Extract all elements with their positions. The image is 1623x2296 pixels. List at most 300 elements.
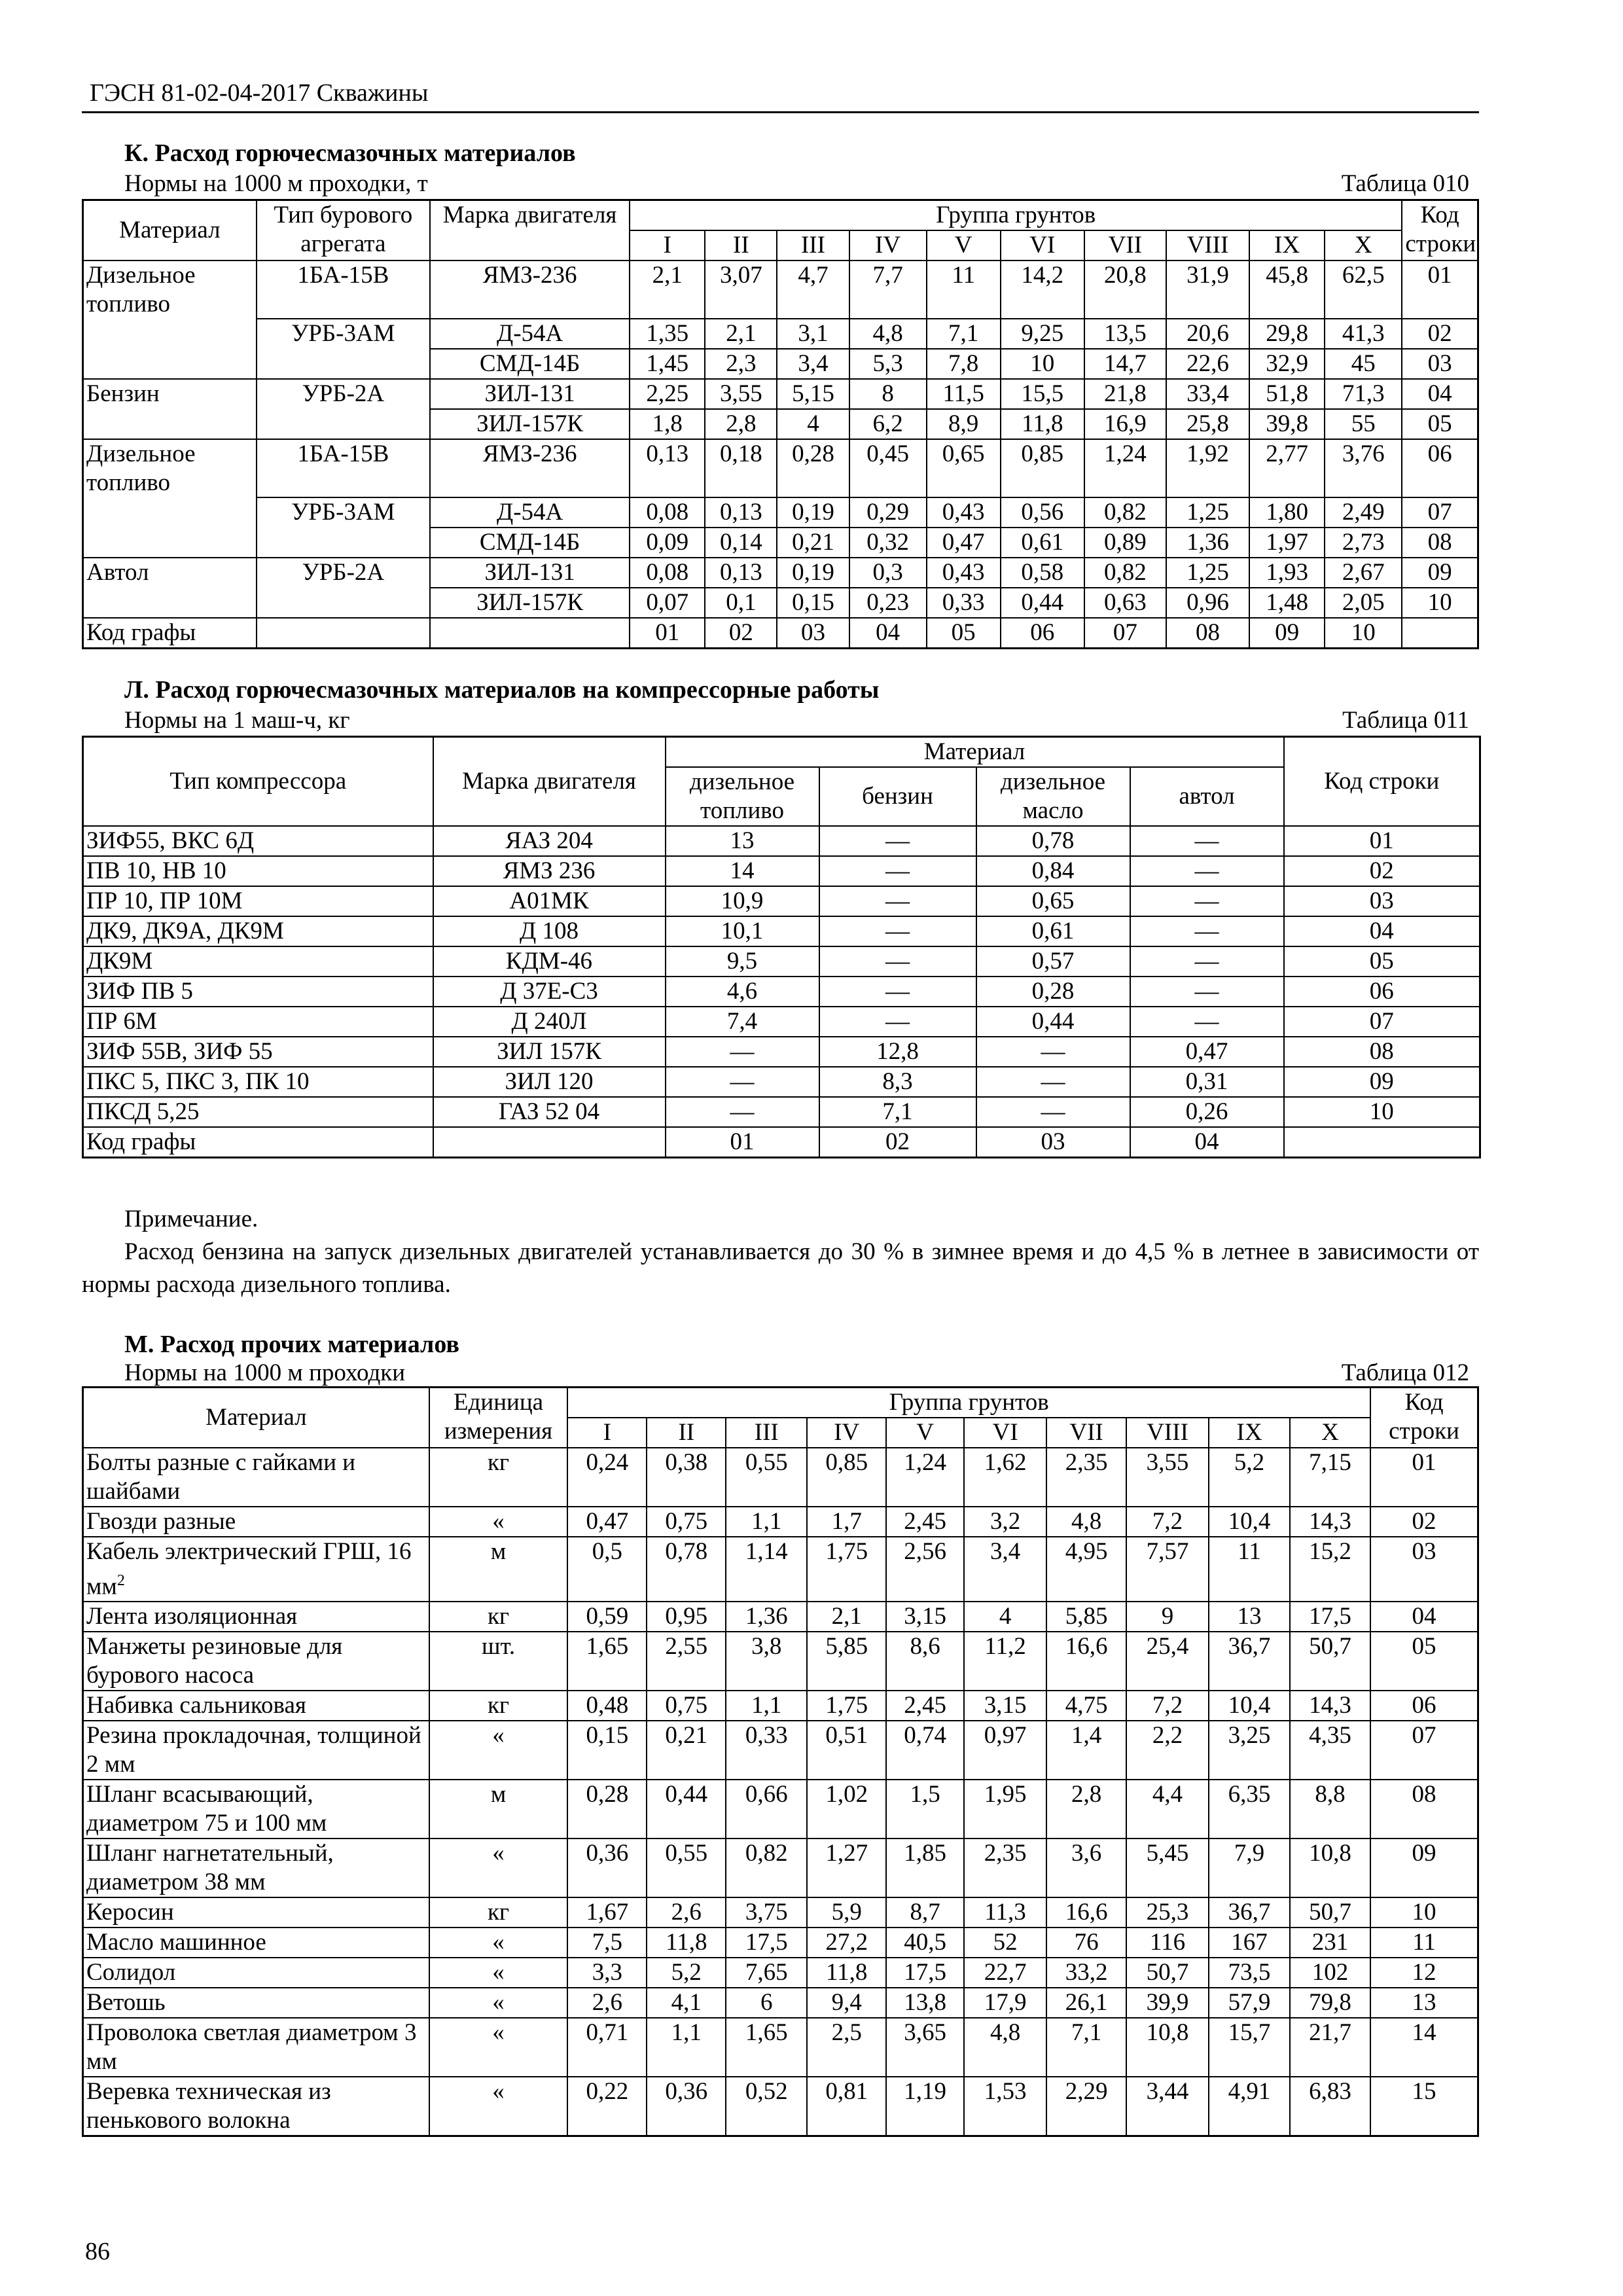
table-010-label: Таблица 010 bbox=[1341, 170, 1469, 197]
column-header-code: Код строки bbox=[1370, 1388, 1478, 1448]
cell-code: 05 bbox=[1284, 946, 1480, 977]
material-name: Шланг нагнетательный, диаметром 38 мм bbox=[86, 1840, 334, 1896]
cell-code: 03 bbox=[1284, 886, 1480, 916]
table-012 bbox=[82, 1386, 1479, 2137]
cell-material bbox=[83, 1721, 429, 1780]
cell-value: 17,9 bbox=[964, 1988, 1046, 2018]
cell-value: 1,53 bbox=[964, 2077, 1046, 2136]
cell-value: 11,8 bbox=[647, 1928, 726, 1958]
cell-value: 0,08 bbox=[630, 497, 705, 528]
cell-value: 167 bbox=[1209, 1928, 1290, 1958]
cell-engine: ЯМЗ 236 bbox=[433, 856, 666, 886]
cell-code: 10 bbox=[1284, 1097, 1480, 1127]
cell-column-code: 05 bbox=[927, 618, 1001, 649]
table-row bbox=[83, 349, 1478, 379]
cell-value: 0,65 bbox=[976, 886, 1130, 916]
cell-value: 52 bbox=[964, 1928, 1046, 1958]
cell-value: 1,85 bbox=[886, 1839, 964, 1897]
table-row bbox=[83, 1037, 1480, 1067]
table-row bbox=[83, 319, 1478, 349]
table-footer-row bbox=[83, 1127, 1480, 1158]
cell-value: 50,7 bbox=[1126, 1958, 1209, 1988]
cell-value: 8,3 bbox=[819, 1067, 976, 1097]
cell-value: 32,9 bbox=[1249, 349, 1325, 379]
cell-code: 07 bbox=[1370, 1721, 1478, 1780]
cell-code: 07 bbox=[1284, 1007, 1480, 1037]
cell-value: 9,5 bbox=[666, 946, 819, 977]
cell-value: 1,36 bbox=[726, 1602, 807, 1632]
material-name: Болты разные с гайками и шайбами bbox=[86, 1449, 356, 1505]
cell-value: 3,15 bbox=[886, 1602, 964, 1632]
cell-value: 0,43 bbox=[927, 497, 1001, 528]
cell-value: 2,45 bbox=[886, 1507, 964, 1537]
column-header-unit-type: Тип бурового агрегата bbox=[257, 200, 430, 261]
table-row bbox=[83, 1007, 1480, 1037]
cell-value: 0,19 bbox=[777, 558, 849, 588]
cell-unit: « bbox=[429, 2077, 568, 2136]
column-header-group: VII bbox=[1084, 230, 1166, 260]
cell-value: 0,18 bbox=[705, 439, 777, 497]
cell-value: 2,55 bbox=[647, 1632, 726, 1691]
cell-value: — bbox=[1130, 886, 1284, 916]
cell-column-code: 08 bbox=[1166, 618, 1249, 649]
cell-code: 04 bbox=[1370, 1602, 1478, 1632]
cell-value: — bbox=[1130, 946, 1284, 977]
cell-value: 1,19 bbox=[886, 2077, 964, 2136]
cell-code: 08 bbox=[1402, 528, 1478, 558]
cell-value: 0,15 bbox=[567, 1721, 647, 1780]
cell-value: 0,19 bbox=[777, 497, 849, 528]
cell-value: 2,67 bbox=[1325, 558, 1402, 588]
cell-value: 11 bbox=[927, 260, 1001, 319]
cell-value: 1,1 bbox=[647, 2018, 726, 2077]
column-header-group: VII bbox=[1046, 1418, 1126, 1448]
cell-material bbox=[83, 2077, 429, 2136]
cell-value: 14,3 bbox=[1290, 1691, 1370, 1721]
cell-value: 0,59 bbox=[567, 1602, 647, 1632]
cell-value: 1,48 bbox=[1249, 588, 1325, 618]
cell-value: 0,33 bbox=[726, 1721, 807, 1780]
cell-value: 0,08 bbox=[630, 558, 705, 588]
column-header-material: Материал bbox=[666, 737, 1284, 768]
cell-value: 2,35 bbox=[1046, 1448, 1126, 1507]
cell-value: 26,1 bbox=[1046, 1988, 1126, 2018]
cell-code: 05 bbox=[1402, 409, 1478, 439]
cell-value: 57,9 bbox=[1209, 1988, 1290, 2018]
table-012-heading: М. Расход прочих материалов bbox=[124, 1331, 459, 1358]
cell-code: 06 bbox=[1284, 977, 1480, 1007]
cell-value: 0,78 bbox=[647, 1537, 726, 1602]
cell-value: 2,8 bbox=[1046, 1780, 1126, 1839]
column-header-group: V bbox=[927, 230, 1001, 260]
cell-material bbox=[83, 1537, 429, 1602]
cell-value: 0,28 bbox=[976, 977, 1130, 1007]
cell-value: 8,7 bbox=[886, 1897, 964, 1928]
cell-material bbox=[83, 528, 257, 558]
cell-value: 1,80 bbox=[1249, 497, 1325, 528]
cell-value: 0,38 bbox=[647, 1448, 726, 1507]
cell-value: 1,7 bbox=[807, 1507, 886, 1537]
cell-column-code: 03 bbox=[976, 1127, 1130, 1158]
table-011-heading: Л. Расход горючесмазочных материалов на компрессорные работы bbox=[124, 676, 880, 704]
cell-material bbox=[83, 1507, 429, 1537]
cell-compressor-type: ПР 6М bbox=[83, 1007, 433, 1037]
cell-value: 3,3 bbox=[567, 1958, 647, 1988]
cell-value: 0,74 bbox=[886, 1721, 964, 1780]
column-header-group: III bbox=[777, 230, 849, 260]
table-012-label: Таблица 012 bbox=[1341, 1359, 1469, 1386]
table-012-caption bbox=[82, 1360, 1479, 1386]
material-name: Веревка техническая из пенькового волокна bbox=[86, 2078, 331, 2134]
cell-value: 5,85 bbox=[807, 1632, 886, 1691]
table-row bbox=[83, 439, 1478, 497]
cell-material bbox=[83, 1691, 429, 1721]
cell-material bbox=[83, 409, 257, 439]
cell-value: 4,8 bbox=[849, 319, 927, 349]
cell-value: 14 bbox=[666, 856, 819, 886]
cell-value: 1,1 bbox=[726, 1507, 807, 1537]
column-header-group: I bbox=[630, 230, 705, 260]
cell-value: — bbox=[666, 1037, 819, 1067]
cell-value: 7,5 bbox=[567, 1928, 647, 1958]
cell-value: 4,91 bbox=[1209, 2077, 1290, 2136]
note-text: Расход бензина на запуск дизельных двигателей устанавливается до 30 % в зимнее время и до 4,5 % в летнее в зависимости от нормы расхода дизельного топлива. bbox=[82, 1238, 1479, 1298]
column-header-code: Код строки bbox=[1402, 200, 1478, 261]
cell-engine: Д-54А bbox=[430, 319, 630, 349]
cell-value: 0,3 bbox=[849, 558, 927, 588]
cell-value: 0,57 bbox=[976, 946, 1130, 977]
cell-value: 2,56 bbox=[886, 1537, 964, 1602]
cell-value: 0,66 bbox=[726, 1780, 807, 1839]
cell-code: 11 bbox=[1370, 1928, 1478, 1958]
cell-value: 17,5 bbox=[886, 1958, 964, 1988]
column-header-group: VIII bbox=[1126, 1418, 1209, 1448]
column-header-engine: Марка двигателя bbox=[433, 737, 666, 827]
cell-value: 0,36 bbox=[567, 1839, 647, 1897]
column-header-soil-group: Группа грунтов bbox=[630, 200, 1402, 231]
table-row bbox=[83, 2077, 1478, 2136]
cell-value: 7,1 bbox=[1046, 2018, 1126, 2077]
section-table-011 bbox=[82, 674, 1479, 1158]
cell-value: 4,6 bbox=[666, 977, 819, 1007]
column-header-group: IX bbox=[1249, 230, 1325, 260]
table-row bbox=[83, 497, 1478, 528]
cell-value: 2,73 bbox=[1325, 528, 1402, 558]
cell-value: 8,9 bbox=[927, 409, 1001, 439]
cell-value: 20,8 bbox=[1084, 260, 1166, 319]
table-row bbox=[83, 977, 1480, 1007]
cell-value: 21,8 bbox=[1084, 379, 1166, 409]
cell-empty bbox=[433, 1127, 666, 1158]
cell-value: 0,75 bbox=[647, 1691, 726, 1721]
table-row bbox=[83, 1780, 1478, 1839]
cell-material bbox=[83, 1448, 429, 1507]
cell-engine: Д 37Е-С3 bbox=[433, 977, 666, 1007]
cell-value: 5,2 bbox=[1209, 1448, 1290, 1507]
cell-value: 0,58 bbox=[1001, 558, 1084, 588]
cell-value: 0,96 bbox=[1166, 588, 1249, 618]
cell-value: 0,78 bbox=[976, 826, 1130, 856]
table-011 bbox=[82, 736, 1481, 1158]
cell-material: Дизельное топливо bbox=[83, 260, 257, 319]
cell-value: 0,47 bbox=[1130, 1037, 1284, 1067]
table-row bbox=[83, 856, 1480, 886]
cell-value: 10,1 bbox=[666, 916, 819, 946]
cell-value: — bbox=[666, 1067, 819, 1097]
cell-value: 8 bbox=[849, 379, 927, 409]
cell-value: 0,82 bbox=[1084, 558, 1166, 588]
table-row bbox=[83, 260, 1478, 319]
cell-value: 2,25 bbox=[630, 379, 705, 409]
cell-code: 10 bbox=[1402, 588, 1478, 618]
table-row bbox=[83, 1602, 1478, 1632]
cell-value: 3,76 bbox=[1325, 439, 1402, 497]
cell-code: 10 bbox=[1370, 1897, 1478, 1928]
cell-value: 2,29 bbox=[1046, 2077, 1126, 2136]
cell-value: 3,2 bbox=[964, 1507, 1046, 1537]
cell-value: 1,8 bbox=[630, 409, 705, 439]
cell-value: 3,65 bbox=[886, 2018, 964, 2077]
material-name: Гвозди разные bbox=[86, 1508, 236, 1535]
table-row bbox=[83, 1067, 1480, 1097]
material-name: Шланг всасывающий, диаметром 75 и 100 мм bbox=[86, 1781, 327, 1837]
cell-value: 10,9 bbox=[666, 886, 819, 916]
cell-value: 0,82 bbox=[1084, 497, 1166, 528]
cell-unit-type: УРБ-2А bbox=[257, 379, 430, 409]
cell-value: 36,7 bbox=[1209, 1897, 1290, 1928]
cell-material bbox=[83, 2018, 429, 2077]
cell-value: 1,25 bbox=[1166, 497, 1249, 528]
material-name: Солидол bbox=[86, 1959, 176, 1986]
cell-value: 79,8 bbox=[1290, 1988, 1370, 2018]
cell-material bbox=[83, 1928, 429, 1958]
cell-value: 14,7 bbox=[1084, 349, 1166, 379]
cell-value: 0,63 bbox=[1084, 588, 1166, 618]
cell-column-code: 07 bbox=[1084, 618, 1166, 649]
document-title: ГЭСН 81-02-04-2017 Скважины bbox=[90, 79, 429, 107]
cell-engine: ЗИЛ-131 bbox=[430, 558, 630, 588]
cell-value: 0,61 bbox=[976, 916, 1130, 946]
cell-material bbox=[83, 1897, 429, 1928]
cell-value: 39,9 bbox=[1126, 1988, 1209, 2018]
cell-code: 05 bbox=[1370, 1632, 1478, 1691]
cell-code: 15 bbox=[1370, 2077, 1478, 2136]
cell-material bbox=[83, 497, 257, 528]
cell-engine: Д-54А bbox=[430, 497, 630, 528]
cell-value: 0,97 bbox=[964, 1721, 1046, 1780]
cell-value: 1,62 bbox=[964, 1448, 1046, 1507]
cell-value: 0,29 bbox=[849, 497, 927, 528]
cell-value: 1,27 bbox=[807, 1839, 886, 1897]
cell-value: 1,4 bbox=[1046, 1721, 1126, 1780]
cell-value: 1,95 bbox=[964, 1780, 1046, 1839]
cell-code: 01 bbox=[1402, 260, 1478, 319]
cell-code: 13 bbox=[1370, 1988, 1478, 2018]
cell-value: 0,81 bbox=[807, 2077, 886, 2136]
cell-code: 03 bbox=[1402, 349, 1478, 379]
cell-value: 0,33 bbox=[927, 588, 1001, 618]
cell-value: 1,5 bbox=[886, 1780, 964, 1839]
column-header-engine: Марка двигателя bbox=[430, 200, 630, 261]
cell-value: 5,45 bbox=[1126, 1839, 1209, 1897]
cell-value: 17,5 bbox=[726, 1928, 807, 1958]
cell-value: 0,47 bbox=[567, 1507, 647, 1537]
cell-material bbox=[83, 1602, 429, 1632]
cell-value: 11,8 bbox=[807, 1958, 886, 1988]
cell-value: 1,14 bbox=[726, 1537, 807, 1602]
cell-value: 0,85 bbox=[807, 1448, 886, 1507]
table-010-subtitle: Нормы на 1000 м проходки, т bbox=[124, 170, 428, 197]
cell-compressor-type: ДК9, ДК9А, ДК9М bbox=[83, 916, 433, 946]
cell-material bbox=[83, 1632, 429, 1691]
cell-value: 0,71 bbox=[567, 2018, 647, 2077]
cell-value: 13,5 bbox=[1084, 319, 1166, 349]
cell-material: Автол bbox=[83, 558, 257, 588]
cell-code: 04 bbox=[1402, 379, 1478, 409]
cell-value: 15,7 bbox=[1209, 2018, 1290, 2077]
cell-empty bbox=[1402, 618, 1478, 649]
cell-value: 2,2 bbox=[1126, 1721, 1209, 1780]
cell-value: 1,02 bbox=[807, 1780, 886, 1839]
table-011-note bbox=[82, 1203, 1479, 1301]
cell-value: 40,5 bbox=[886, 1928, 964, 1958]
cell-value: 8,6 bbox=[886, 1632, 964, 1691]
cell-value: 2,1 bbox=[807, 1602, 886, 1632]
cell-unit-type bbox=[257, 409, 430, 439]
cell-value: 4,1 bbox=[647, 1988, 726, 2018]
column-header-group: VI bbox=[964, 1418, 1046, 1448]
cell-value: 4,35 bbox=[1290, 1721, 1370, 1780]
cell-code: 14 bbox=[1370, 2018, 1478, 2077]
cell-value: — bbox=[976, 1067, 1130, 1097]
cell-unit: « bbox=[429, 2018, 568, 2077]
cell-value: 1,75 bbox=[807, 1691, 886, 1721]
cell-value: — bbox=[976, 1037, 1130, 1067]
cell-code: 02 bbox=[1402, 319, 1478, 349]
cell-value: 3,4 bbox=[964, 1537, 1046, 1602]
table-011-subtitle: Нормы на 1 маш-ч, кг bbox=[124, 707, 350, 734]
cell-value: 116 bbox=[1126, 1928, 1209, 1958]
cell-material: Бензин bbox=[83, 379, 257, 409]
cell-value: 0,15 bbox=[777, 588, 849, 618]
cell-value: 71,3 bbox=[1325, 379, 1402, 409]
cell-value: 0,55 bbox=[726, 1448, 807, 1507]
cell-value: 4,7 bbox=[777, 260, 849, 319]
cell-value: 10,8 bbox=[1290, 1839, 1370, 1897]
table-row bbox=[83, 886, 1480, 916]
table-010 bbox=[82, 199, 1479, 649]
table-row bbox=[83, 1507, 1478, 1537]
cell-value: 15,2 bbox=[1290, 1537, 1370, 1602]
cell-value: 62,5 bbox=[1325, 260, 1402, 319]
cell-engine: СМД-14Б bbox=[430, 528, 630, 558]
cell-value: 0,48 bbox=[567, 1691, 647, 1721]
cell-value: 5,3 bbox=[849, 349, 927, 379]
cell-material: Дизельное топливо bbox=[83, 439, 257, 497]
cell-value: 0,95 bbox=[647, 1602, 726, 1632]
cell-value: 0,32 bbox=[849, 528, 927, 558]
cell-value: 1,65 bbox=[726, 2018, 807, 2077]
cell-value: 12,8 bbox=[819, 1037, 976, 1067]
cell-value: 3,75 bbox=[726, 1897, 807, 1928]
cell-value: 3,1 bbox=[777, 319, 849, 349]
cell-value: 0,13 bbox=[705, 497, 777, 528]
cell-unit: кг bbox=[429, 1448, 568, 1507]
table-footer-row bbox=[83, 618, 1478, 649]
cell-value: 2,1 bbox=[630, 260, 705, 319]
cell-value: 16,6 bbox=[1046, 1632, 1126, 1691]
cell-unit: м bbox=[429, 1537, 568, 1602]
page-number: 86 bbox=[85, 2238, 110, 2265]
table-012-subtitle: Нормы на 1000 м проходки bbox=[124, 1359, 406, 1386]
cell-material bbox=[83, 1780, 429, 1839]
column-header-compressor: Тип компрессора bbox=[83, 737, 433, 827]
cell-value: 13 bbox=[666, 826, 819, 856]
cell-value: 2,8 bbox=[705, 409, 777, 439]
cell-engine: СМД-14Б bbox=[430, 349, 630, 379]
note-title: Примечание. bbox=[124, 1206, 259, 1232]
cell-value: 5,85 bbox=[1046, 1602, 1126, 1632]
cell-code: 06 bbox=[1370, 1691, 1478, 1721]
cell-value: — bbox=[819, 1007, 976, 1037]
cell-column-code: 03 bbox=[777, 618, 849, 649]
cell-value: 6,35 bbox=[1209, 1780, 1290, 1839]
cell-value: 0,26 bbox=[1130, 1097, 1284, 1127]
column-header-material-type: автол bbox=[1130, 767, 1284, 826]
cell-material bbox=[83, 1988, 429, 2018]
cell-value: 4,4 bbox=[1126, 1780, 1209, 1839]
cell-value: 27,2 bbox=[807, 1928, 886, 1958]
column-header-group: IV bbox=[807, 1418, 886, 1448]
cell-value: 2,6 bbox=[647, 1897, 726, 1928]
cell-value: 13 bbox=[1209, 1602, 1290, 1632]
cell-value: 73,5 bbox=[1209, 1958, 1290, 1988]
cell-unit: « bbox=[429, 1507, 568, 1537]
column-header-material-type: дизельное масло bbox=[976, 767, 1130, 826]
cell-value: 7,2 bbox=[1126, 1507, 1209, 1537]
column-header-group: III bbox=[726, 1418, 807, 1448]
cell-engine: Д 240Л bbox=[433, 1007, 666, 1037]
cell-value: 1,92 bbox=[1166, 439, 1249, 497]
cell-value: 45,8 bbox=[1249, 260, 1325, 319]
cell-value: 4,8 bbox=[1046, 1507, 1126, 1537]
table-row bbox=[83, 1537, 1478, 1602]
table-011-caption bbox=[82, 706, 1479, 736]
table-row bbox=[83, 1928, 1478, 1958]
cell-value: — bbox=[819, 946, 976, 977]
cell-value: 0,09 bbox=[630, 528, 705, 558]
cell-column-code: 02 bbox=[819, 1127, 976, 1158]
cell-value: 9 bbox=[1126, 1602, 1209, 1632]
cell-compressor-type: ДК9М bbox=[83, 946, 433, 977]
cell-value: 9,4 bbox=[807, 1988, 886, 2018]
cell-value: 7,9 bbox=[1209, 1839, 1290, 1897]
cell-value: 0,75 bbox=[647, 1507, 726, 1537]
cell-value: 55 bbox=[1325, 409, 1402, 439]
table-row bbox=[83, 1721, 1478, 1780]
cell-unit-type bbox=[257, 528, 430, 558]
cell-value: 0,44 bbox=[976, 1007, 1130, 1037]
cell-engine: ЗИЛ 157К bbox=[433, 1037, 666, 1067]
cell-value: 1,24 bbox=[1084, 439, 1166, 497]
cell-value: 0,82 bbox=[726, 1839, 807, 1897]
cell-value: 8,8 bbox=[1290, 1780, 1370, 1839]
cell-value: 14,2 bbox=[1001, 260, 1084, 319]
cell-value: — bbox=[819, 977, 976, 1007]
table-header-row bbox=[83, 200, 1478, 231]
cell-value: 0,21 bbox=[777, 528, 849, 558]
cell-value: 4,75 bbox=[1046, 1691, 1126, 1721]
